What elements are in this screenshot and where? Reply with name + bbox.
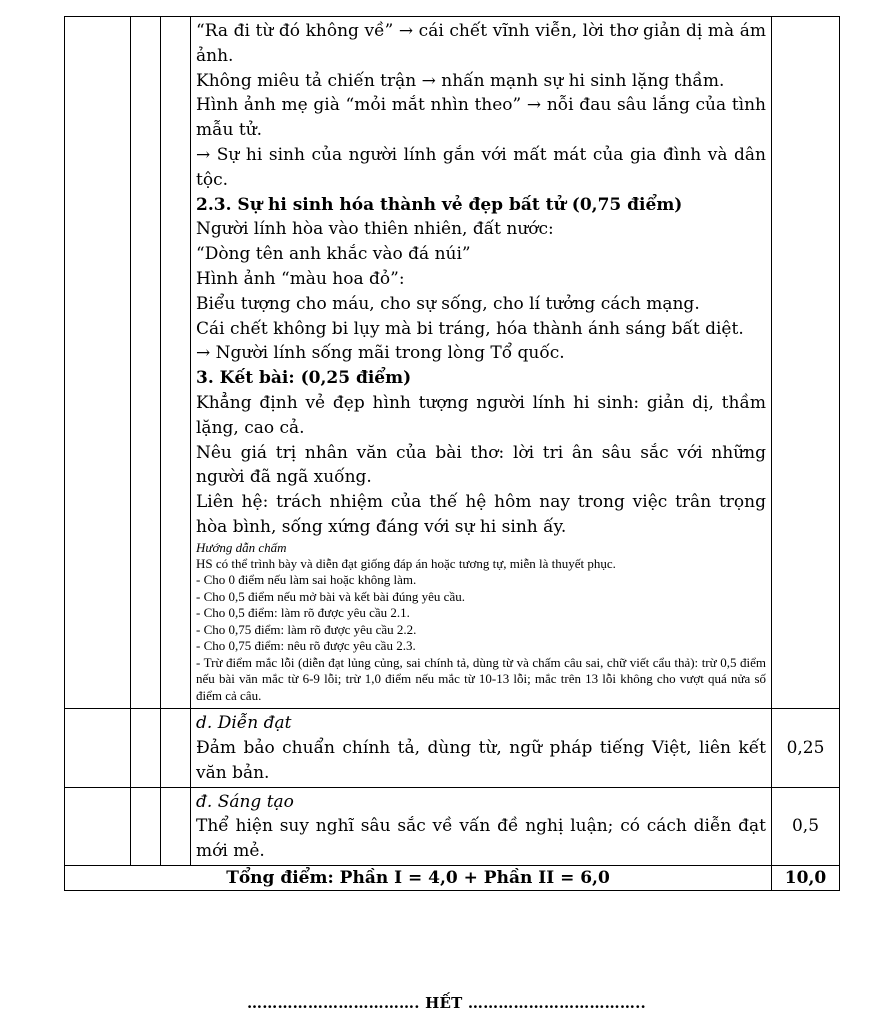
answer-paragraph: Khẳng định vẻ đẹp hình tượng người lính hi sinh: giản dị, thầm lặng, cao cả. [196,392,766,438]
sub-question-cell [161,17,191,709]
part-cell [65,17,131,709]
grading-guide-line: - Cho 0,75 điểm: làm rõ được yêu cầu 2.2. [196,621,417,637]
total-row [65,866,840,891]
part-cell [65,787,131,865]
section-heading: 2.3. Sự hi sinh hóa thành vẻ đẹp bất tử (0,75 điểm) [196,194,683,215]
table-row [65,787,840,865]
table-row [65,17,840,709]
grading-guide-line: - Cho 0,75 điểm: nêu rõ được yêu cầu 2.3. [196,638,416,654]
score-cell [772,17,840,709]
answer-key-table [64,16,840,891]
criterion-text: Thể hiện suy nghĩ sâu sắc về vấn đề nghị luận; có cách diễn đạt mới mẻ. [196,816,766,862]
question-cell [131,709,161,787]
part-cell [65,709,131,787]
answer-paragraph: → Sự hi sinh của người lính gắn với mất mát của gia đình và dân tộc. [196,144,766,190]
question-cell [131,17,161,709]
grading-guide-line: - Cho 0,5 điểm nếu mở bài và kết bài đúng yêu cầu. [196,588,465,604]
table-row [65,709,840,787]
answer-paragraph: Hình ảnh mẹ già “mỏi mắt nhìn theo” → nỗi đau sâu lắng của tình mẫu tử. [196,95,766,141]
criterion-score: 0,25 [772,709,840,787]
criterion-title: d. Diễn đạt [196,713,292,734]
answer-paragraph: Biểu tượng cho máu, cho sự sống, cho lí tưởng cách mạng. [196,293,700,314]
answer-paragraph: “Dòng tên anh khắc vào đá núi” [196,244,471,265]
grading-guide-line: - Cho 0 điểm nếu làm sai hoặc không làm. [196,572,417,588]
total-score: 10,0 [772,866,840,891]
grading-guide-line: HS có thể trình bày và diễn đạt giống đáp án hoặc tương tự, miễn là thuyết phục. [196,555,616,571]
section-heading: 3. Kết bài: (0,25 điểm) [196,368,412,389]
criterion-title: đ. Sáng tạo [196,791,294,812]
criterion-cell [191,787,772,865]
sub-question-cell [161,709,191,787]
question-cell [131,787,161,865]
answer-paragraph: Không miêu tả chiến trận → nhấn mạnh sự hi sinh lặng thầm. [196,70,725,91]
grading-guide-line: - Trừ điểm mắc lỗi (diễn đạt lủng củng, sai chính tả, dùng từ và chấm câu sai, chữ viết cẩu thả): trừ 0,5 điểm nếu bài văn mắc từ 6-9 lỗi; trừ 1,0 điểm nếu mắc từ 10-13 lỗi; mắc trên 13 lỗi không cho vượt quá nửa số điểm cả câu. [196,654,766,703]
sub-question-cell [161,787,191,865]
answer-paragraph: Nêu giá trị nhân văn của bài thơ: lời tri ân sâu sắc với những người đã ngã xuống. [196,442,766,488]
answer-paragraph: Cái chết không bi lụy mà bi tráng, hóa thành ánh sáng bất diệt. [196,318,744,339]
end-marker: ……………………………. HẾT …………………………….. [247,994,646,1012]
answer-content-cell [191,17,772,709]
total-label: Tổng điểm: Phần I = 4,0 + Phần II = 6,0 [65,866,772,891]
answer-paragraph: “Ra đi từ đó không về” → cái chết vĩnh viễn, lời thơ giản dị mà ám ảnh. [196,21,766,66]
answer-paragraph: Liên hệ: trách nhiệm của thế hệ hôm nay trong việc trân trọng hòa bình, sống xứng đáng với sự hi sinh ấy. [196,492,766,537]
answer-paragraph: Người lính hòa vào thiên nhiên, đất nước: [196,219,554,240]
criterion-text: Đảm bảo chuẩn chính tả, dùng từ, ngữ pháp tiếng Việt, liên kết văn bản. [196,738,766,783]
answer-paragraph: Hình ảnh “màu hoa đỏ”: [196,268,405,289]
grading-guide-line: - Cho 0,5 điểm: làm rõ được yêu cầu 2.1. [196,605,410,621]
answer-paragraph: → Người lính sống mãi trong lòng Tổ quốc. [196,343,565,364]
criterion-cell [191,709,772,787]
criterion-score: 0,5 [772,787,840,865]
grading-guide-title: Hướng dẫn chấm [196,539,287,555]
